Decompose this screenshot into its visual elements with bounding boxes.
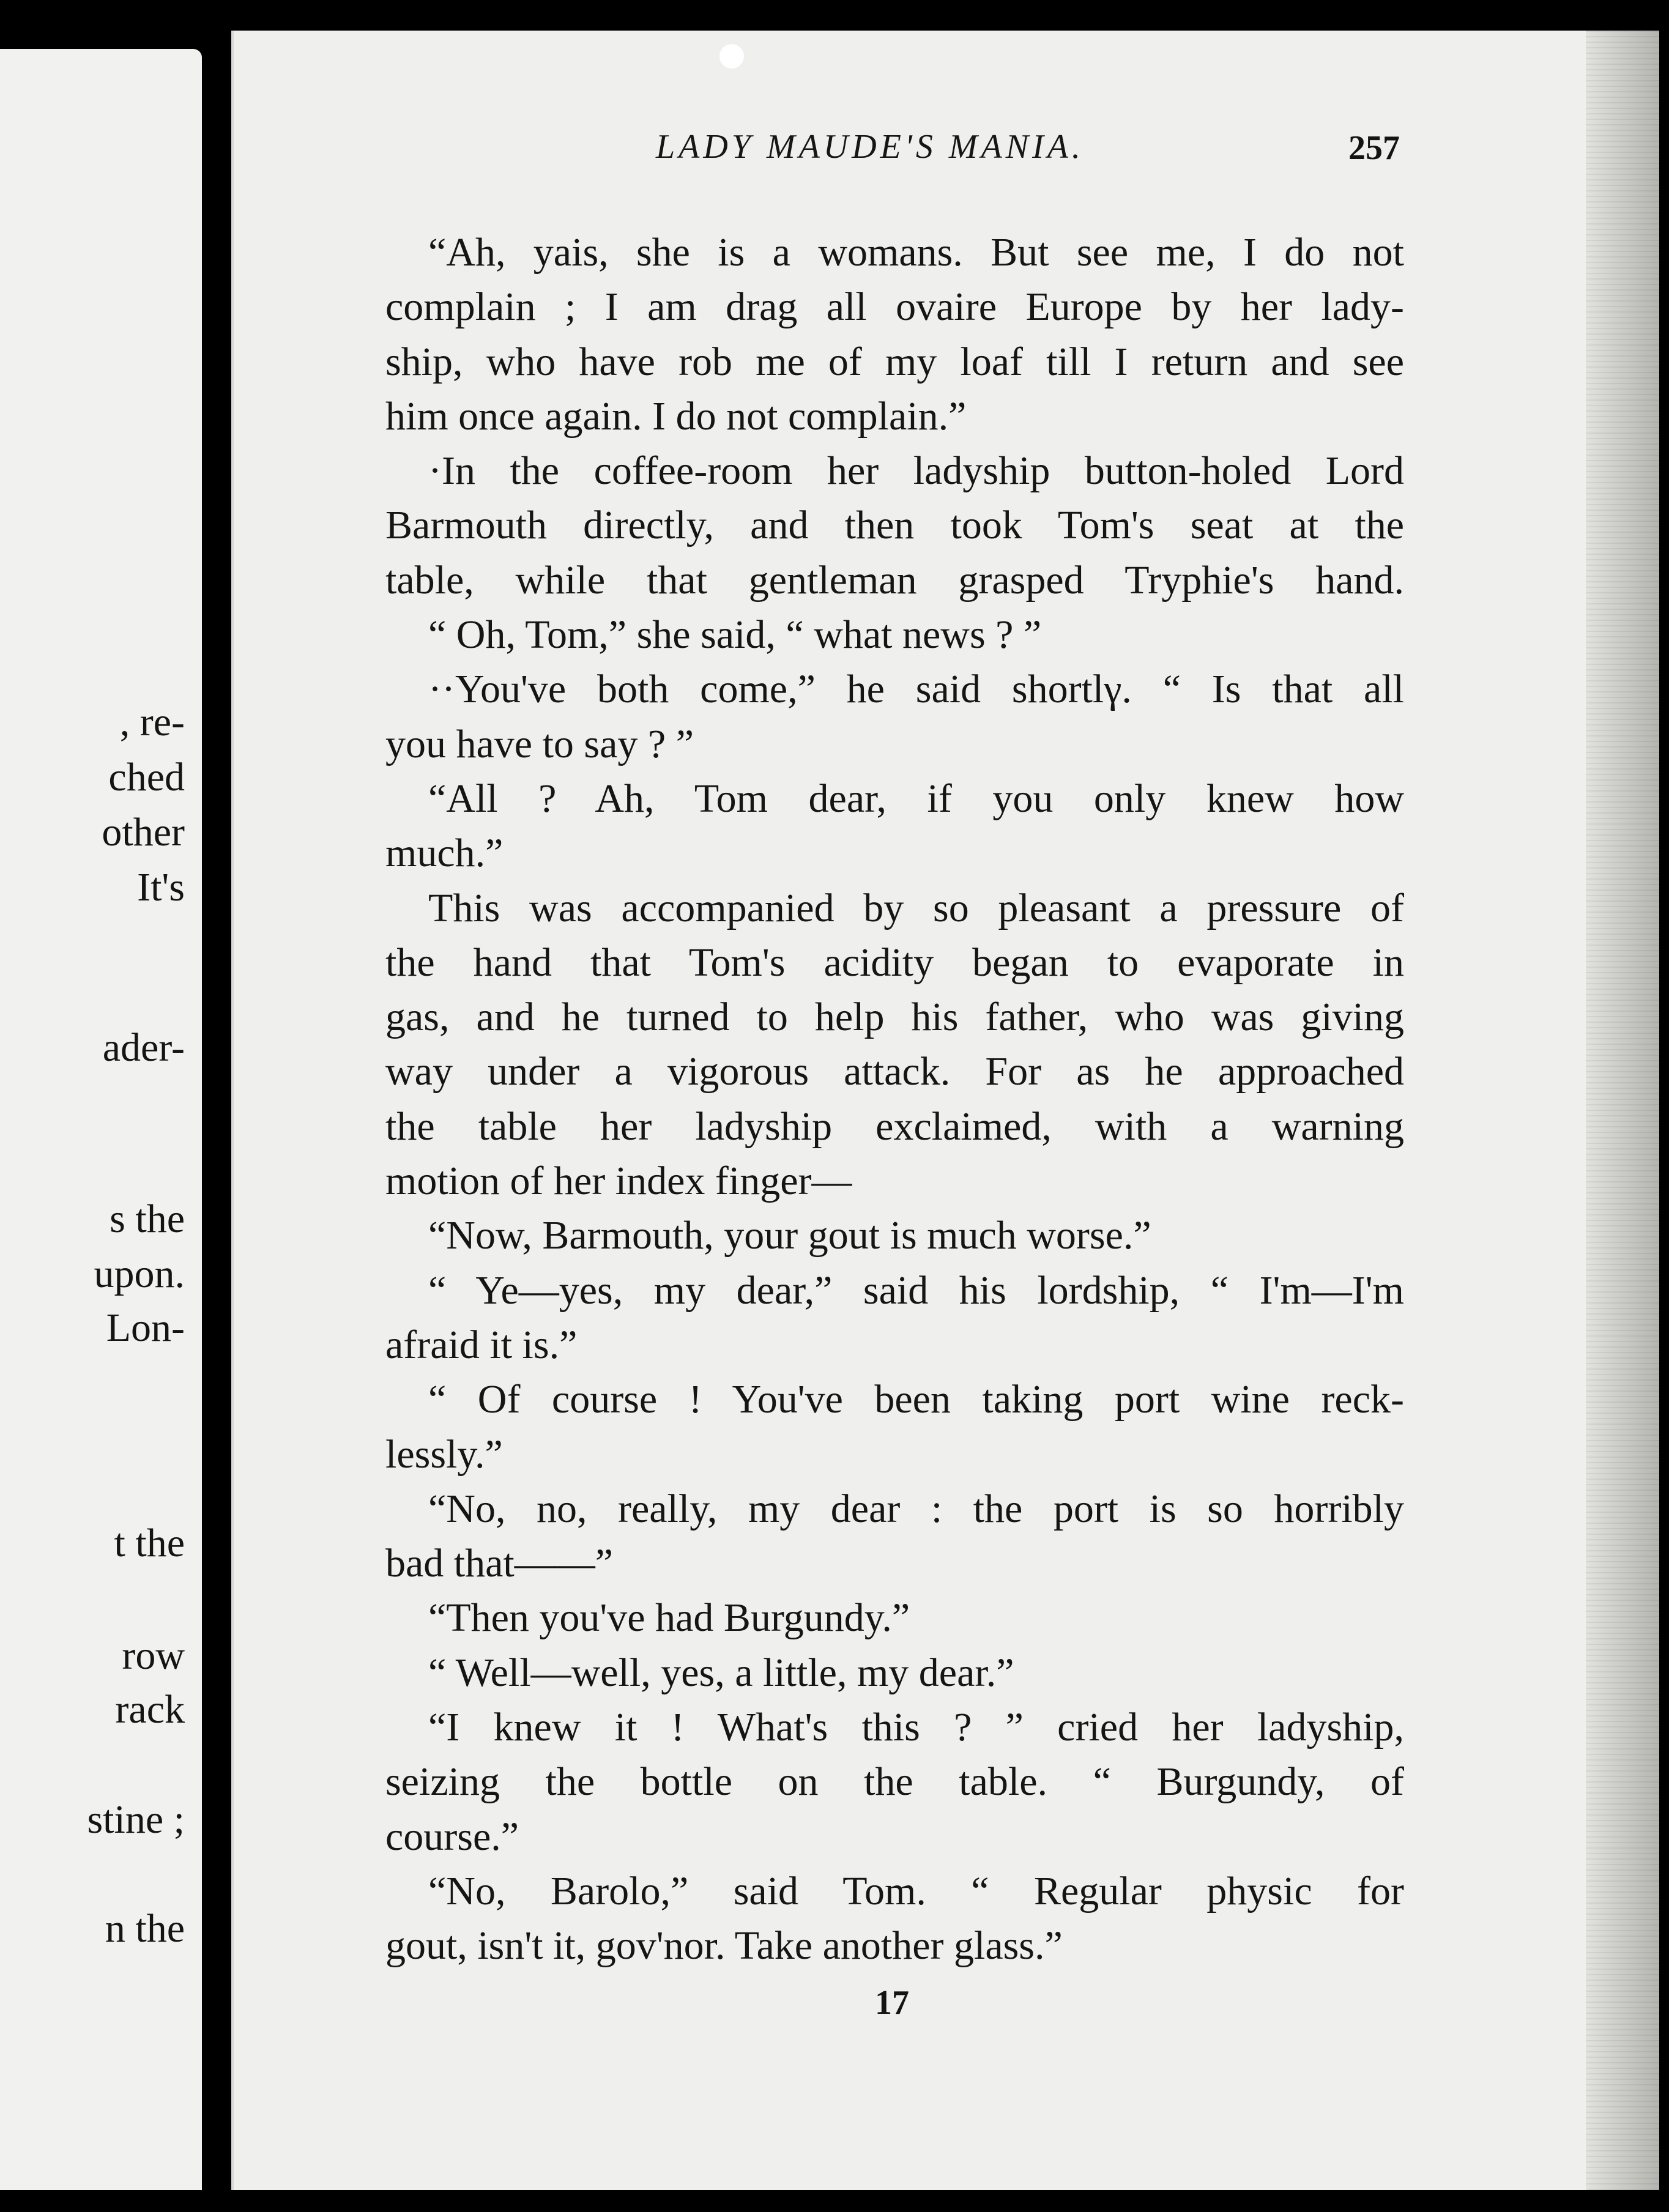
page-header (234, 127, 1659, 176)
text-line: course.” (385, 1814, 519, 1859)
left-page-fragment: t the (114, 1521, 185, 1565)
left-page-fragment: ader- (102, 1025, 185, 1070)
text-line: “I knew it ! What's this ? ” cried her ladyship, (428, 1705, 1404, 1750)
left-page-fragment: other (102, 810, 185, 855)
text-line: seizing the bottle on the table. “ Burgundy, of (385, 1759, 1404, 1805)
left-facing-page (0, 49, 202, 2190)
left-page-fragment: rack (115, 1687, 185, 1732)
left-page-fragment: upon. (94, 1252, 185, 1296)
right-page (231, 31, 1659, 2190)
text-line: you have to say ? ” (385, 721, 694, 766)
text-line: much.” (385, 831, 504, 876)
left-page-fragment: row (122, 1633, 185, 1678)
text-line: ··You've both come,” he said shortlγ. “ Is that all (428, 667, 1404, 712)
text-line: “No, Barolo,” said Tom. “ Regular physic for (428, 1868, 1404, 1913)
text-line: “ Oh, Tom,” she said, “ what news ? ” (428, 612, 1042, 658)
text-line: “Ah, yais, she is a womans. But see me, I do not (428, 230, 1404, 275)
text-line: way under a vigorous attack. For as he approached (385, 1049, 1404, 1094)
text-line: “All ? Ah, Tom dear, if you only knew how (428, 776, 1404, 821)
text-line: This was accompanied by so pleasant a pressure of (428, 885, 1404, 930)
text-line: the hand that Tom's acidity began to evaporate in (385, 940, 1404, 985)
text-line: table, while that gentleman grasped Tryphie's hand. (385, 557, 1404, 603)
text-line: “ Ye—yes, my dear,” said his lordship, “ I'm—I'm (428, 1267, 1404, 1313)
page-number: 257 (1348, 129, 1400, 167)
left-page-fragment: stine ; (87, 1797, 185, 1842)
text-line: complain ; I am drag all ovaire Europe by her lady- (385, 284, 1404, 330)
text-line: him once again. I do not complain.” (385, 393, 967, 439)
text-line: the table her ladyship exclaimed, with a warning (385, 1104, 1404, 1149)
signature-mark: 17 (875, 1984, 909, 2022)
text-line: gout, isn't it, gov'nor. Take another glass.” (385, 1923, 1063, 1969)
left-page-fragment: n the (105, 1906, 185, 1951)
text-line: gas, and he turned to help his father, who was giving (385, 995, 1404, 1040)
text-line: lessly.” (385, 1431, 503, 1477)
page-edge-texture (1586, 31, 1659, 2190)
text-line: “ Of course ! You've been taking port wine reck- (428, 1377, 1404, 1422)
text-line: Barmouth directly, and then took Tom's seat at the (385, 503, 1404, 548)
left-page-fragment: It's (137, 865, 185, 910)
left-page-fragment: ched (108, 755, 185, 800)
left-page-fragment: , re- (119, 700, 185, 744)
running-title: LADY MAUDE'S MANIA. (656, 128, 1084, 166)
text-line: “No, no, really, my dear : the port is so horribly (428, 1486, 1404, 1531)
text-line: “ Well—well, yes, a little, my dear.” (428, 1650, 1014, 1695)
body-text (385, 225, 1404, 1973)
text-line: ·In the coffee-room her ladyship button-holed Lord (428, 448, 1404, 494)
left-page-fragment: s the (110, 1197, 185, 1241)
text-line: motion of her index finger— (385, 1159, 852, 1204)
paper-speck (719, 44, 744, 69)
text-line: afraid it is.” (385, 1322, 578, 1367)
text-line: “Now, Barmouth, your gout is much worse.” (428, 1213, 1151, 1258)
left-page-fragment: Lon- (106, 1305, 185, 1350)
text-line: “Then you've had Burgundy.” (428, 1595, 910, 1641)
text-line: bad that——” (385, 1541, 614, 1586)
text-line: ship, who have rob me of my loaf till I return and see (385, 339, 1404, 384)
